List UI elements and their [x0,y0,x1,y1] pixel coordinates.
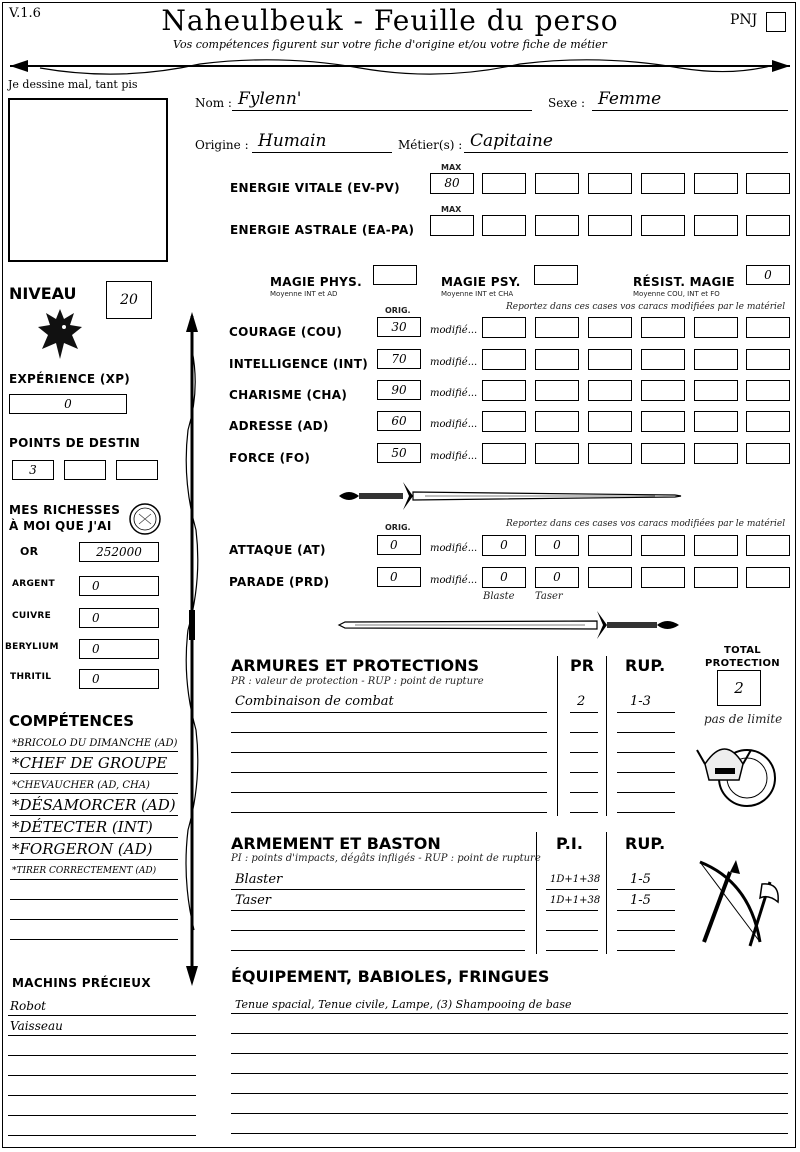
attaque-mod-box[interactable] [482,535,526,556]
combat-orig-label: ORIG. [385,523,411,532]
thritil-box[interactable] [79,669,159,689]
adresse-orig-box[interactable] [377,411,421,431]
weapon-line [546,910,598,911]
weapon-pi[interactable]: 1D+1+38 [550,895,601,906]
stat-mod-box[interactable] [694,380,738,401]
skill-item[interactable]: *TIRER CORRECTEMENT (AD) [12,866,157,876]
destin-box[interactable] [116,460,158,480]
total-protection-value: 2 [734,679,744,697]
armure-line [231,752,547,753]
armement-pi-label: P.I. [556,834,583,853]
armement-rup-label: RUP. [625,834,666,853]
armure-line [617,792,675,793]
stat-mod-box[interactable] [535,349,579,370]
total-protection-label-2: PROTECTION [705,658,780,669]
combat-mod-box[interactable] [694,535,738,556]
armures-rup-label: RUP. [625,656,666,675]
precious-item[interactable]: Robot [10,999,46,1013]
parade-orig-box[interactable] [377,567,421,587]
combat-mod-box[interactable] [641,567,685,588]
ev-max-label: MAX [441,163,462,172]
argent-label: ARGENT [12,579,55,589]
portrait-caption: Je dessine mal, tant pis [8,78,138,91]
nom-value[interactable]: Fylenn' [238,89,302,109]
armures-col-divider [557,656,558,816]
cuivre-label: CUIVRE [12,611,52,621]
skill-item[interactable]: *DÉTECTER (INT) [12,818,153,836]
sheet-subtitle: Vos compétences figurent sur votre fiche d'origine et/ou votre fiche de métier [173,38,607,51]
ev-max-value: 80 [444,176,460,190]
skill-item[interactable]: *FORGERON (AD) [12,840,153,858]
armure-line [617,812,675,813]
skill-item[interactable]: *CHEVAUCHER (AD, CHA) [12,780,150,791]
origine-value[interactable]: Humain [258,131,327,151]
stat-mod-box[interactable] [694,411,738,432]
nom-underline [232,110,532,111]
niveau-label: NIVEAU [9,284,77,303]
ev-box[interactable] [694,173,738,194]
armure-line [617,732,675,733]
total-protection-box[interactable] [717,670,761,706]
force-label: FORCE (FO) [229,451,311,465]
magie-psy-box[interactable] [534,265,578,285]
weapon-line [546,950,598,951]
modifie-label: modifié... [430,451,478,462]
charisme-value: 90 [391,383,407,397]
or-value: 252000 [96,545,142,559]
attaque-mod-box[interactable] [535,535,579,556]
cuivre-box[interactable] [79,608,159,628]
armure-line [617,712,675,713]
attaque-mod-value: 0 [500,538,508,552]
competences-title: COMPÉTENCES [9,712,135,730]
stat-mod-box[interactable] [535,411,579,432]
armure-line [570,792,598,793]
armure-rup[interactable]: 1-3 [630,694,651,709]
magie-phys-label: MAGIE PHYS. [270,275,362,289]
equipement-line [231,1093,788,1094]
ev-box[interactable] [482,173,526,194]
stat-mod-box[interactable] [746,380,790,401]
armures-col-divider [606,656,607,816]
weapon-line [617,950,675,951]
adresse-value: 60 [391,414,407,428]
modifie-label: modifié... [430,575,478,586]
intelligence-label: INTELLIGENCE (INT) [229,357,368,371]
armure-line [570,772,598,773]
modifie-label: modifié... [430,388,478,399]
precious-line [8,1115,196,1116]
xp-label: EXPÉRIENCE (XP) [9,372,131,386]
stat-mod-box[interactable] [746,443,790,464]
weapon-line [617,930,675,931]
combat-mod-box[interactable] [641,535,685,556]
ea-box[interactable] [746,215,790,236]
pnj-checkbox[interactable] [766,12,786,32]
armement-subtitle: PI : points d'impacts, dégâts infligés - RUP : point de rupture [231,853,541,864]
stat-mod-box[interactable] [641,411,685,432]
stat-mod-box[interactable] [588,411,632,432]
armures-title: ARMURES ET PROTECTIONS [231,656,479,675]
sheet-title: Naheulbeuk - Feuille du perso [161,4,619,37]
armure-line [570,812,598,813]
ev-label: ENERGIE VITALE (EV-PV) [230,181,400,195]
version-label: V.1.6 [9,6,41,21]
ev-max-box[interactable] [430,173,474,194]
weapon-line [617,889,675,890]
weapon-rup[interactable]: 1-5 [630,893,651,908]
ev-box[interactable] [588,173,632,194]
ea-box[interactable] [535,215,579,236]
ea-label: ENERGIE ASTRALE (EA-PA) [230,223,415,237]
equipement-line [231,1053,788,1054]
intelligence-value: 70 [391,352,407,366]
skill-item[interactable]: *BRICOLO DU DIMANCHE (AD) [12,738,178,749]
argent-box[interactable] [79,576,159,596]
modifie-label: modifié... [430,325,478,336]
ev-box[interactable] [746,173,790,194]
richesses-label-1: MES RICHESSES [9,503,121,517]
metier-underline [464,152,788,153]
metier-value[interactable]: Capitaine [470,131,553,151]
adresse-label: ADRESSE (AD) [229,419,329,433]
courage-orig-box[interactable] [377,317,421,337]
equipement-item[interactable]: Tenue spacial, Tenue civile, Lampe, (3) Shampooing de base [235,998,572,1011]
total-protection-label-1: TOTAL [724,645,761,656]
stat-mod-box[interactable] [694,317,738,338]
armure-line [617,772,675,773]
resist-magie-value: 0 [764,268,772,282]
no-limit-label: pas de limite [704,712,783,726]
equipement-title: ÉQUIPEMENT, BABIOLES, FRINGUES [231,967,550,986]
stat-mod-box[interactable] [535,443,579,464]
sword-icon [335,607,685,643]
or-label: OR [20,545,39,558]
attaque-mod-value: 0 [553,538,561,552]
weapon-line [231,910,525,911]
combat-mod-box[interactable] [588,567,632,588]
or-box[interactable] [79,542,159,562]
armure-line [570,752,598,753]
weapon-line [231,930,525,931]
argent-value: 0 [92,579,100,593]
destin-label: POINTS DE DESTIN [9,436,141,450]
mod2-caption: Taser [535,591,563,602]
stat-mod-box[interactable] [746,317,790,338]
berylium-box[interactable] [79,639,159,659]
armure-pr[interactable]: 2 [577,694,586,709]
magie-phys-box[interactable] [373,265,417,285]
skill-line [10,837,178,838]
combat-mod-box[interactable] [588,535,632,556]
equipement-line [231,1073,788,1074]
modifie-label: modifié... [430,543,478,554]
precious-item[interactable]: Vaisseau [10,1019,63,1033]
niveau-box[interactable] [106,281,152,319]
precious-line [8,1135,196,1136]
parade-label: PARADE (PRD) [229,575,330,589]
sexe-underline [592,110,788,111]
armure-line [570,712,598,713]
magie-psy-sub: Moyenne INT et CHA [441,290,514,298]
xp-box[interactable] [9,394,127,414]
equipement-line [231,1033,788,1034]
armure-line [231,772,547,773]
combat-mod-box[interactable] [746,535,790,556]
armure-line [231,712,547,713]
skill-item[interactable]: *CHEF DE GROUPE [12,754,168,772]
attaque-value: 0 [390,538,398,552]
richesses-label-2: À MOI QUE J'AI [9,519,112,533]
stat-mod-box[interactable] [535,380,579,401]
weapon-line [546,930,598,931]
stat-mod-box[interactable] [588,443,632,464]
armement-title: ARMEMENT ET BASTON [231,834,441,853]
stat-mod-box[interactable] [641,317,685,338]
stat-mod-box[interactable] [535,317,579,338]
weapon-line [231,950,525,951]
pnj-label: PNJ [730,12,758,28]
courage-value: 30 [391,320,407,334]
precious-line [8,1035,196,1036]
origine-label: Origine : [195,138,249,152]
orig-label: ORIG. [385,306,411,315]
skill-line [10,773,178,774]
parade-mod-value: 0 [553,570,561,584]
destin-box[interactable] [64,460,106,480]
sexe-label: Sexe : [548,96,586,110]
ea-box[interactable] [588,215,632,236]
stat-mod-box[interactable] [641,349,685,370]
precious-line [8,1095,196,1096]
precious-line [8,1055,196,1056]
dragon-icon [34,305,86,363]
resist-magie-label: RÉSIST. MAGIE [633,275,735,289]
armement-col-divider [536,832,537,954]
charisme-label: CHARISME (CHA) [229,388,348,402]
cuivre-value: 0 [92,611,100,625]
equipement-line [231,1113,788,1114]
attaque-label: ATTAQUE (AT) [229,543,326,557]
precious-line [8,1015,196,1016]
weapon-line [617,910,675,911]
skill-item[interactable]: *DÉSAMORCER (AD) [12,796,176,814]
helmet-shield-icon [695,728,779,812]
ev-box[interactable] [535,173,579,194]
stat-mod-box[interactable] [482,443,526,464]
armure-line [570,732,598,733]
magie-phys-sub: Moyenne INT et AD [270,290,338,298]
armure-name[interactable]: Combinaison de combat [235,694,394,709]
mod1-caption: Blaste [483,591,515,602]
equipement-line [231,1013,788,1014]
berylium-label: BERYLIUM [5,642,59,652]
armure-line [231,812,547,813]
ea-box[interactable] [694,215,738,236]
ea-max-label: MAX [441,205,462,214]
sexe-value[interactable]: Femme [598,89,662,109]
armement-col-divider [606,832,607,954]
resist-magie-sub: Moyenne COU, INT et FO [633,290,720,298]
stat-mod-box[interactable] [482,317,526,338]
stat-mod-box[interactable] [482,411,526,432]
machins-precieux-title: MACHINS PRÉCIEUX [12,976,151,990]
combat-note: Reportez dans ces cases vos caracs modifiées par le matériel [506,519,786,529]
xp-value: 0 [64,397,72,411]
armure-line [231,732,547,733]
precious-line [8,1075,196,1076]
stat-mod-box[interactable] [588,380,632,401]
magie-psy-label: MAGIE PSY. [441,275,521,289]
armures-subtitle: PR : valeur de protection - RUP : point de rupture [231,676,484,687]
ea-max-box[interactable] [430,215,474,236]
spear-ornament-vertical [180,310,204,990]
stat-mod-box[interactable] [588,349,632,370]
force-orig-box[interactable] [377,443,421,463]
metier-label: Métier(s) : [398,138,463,152]
weapon-rup[interactable]: 1-5 [630,872,651,887]
armures-pr-label: PR [570,656,595,675]
stat-mod-box[interactable] [746,349,790,370]
modifie-label: modifié... [430,357,478,368]
skill-line [10,939,178,940]
coin-icon [128,502,162,536]
armure-line [617,752,675,753]
origine-underline [252,152,392,153]
armure-line [231,792,547,793]
destin-value: 3 [29,463,37,477]
berylium-value: 0 [92,642,100,656]
weapon-name[interactable]: Taser [235,893,271,908]
combat-mod-box[interactable] [694,567,738,588]
thritil-value: 0 [92,672,100,686]
weapon-line [546,889,598,890]
courage-label: COURAGE (COU) [229,325,343,339]
stat-mod-box[interactable] [694,349,738,370]
intelligence-orig-box[interactable] [377,349,421,369]
modifie-label: modifié... [430,419,478,430]
skill-line [10,919,178,920]
skill-line [10,859,178,860]
stats-note: Reportez dans ces cases vos caracs modifiées par le matériel [506,302,786,312]
combat-mod-box[interactable] [746,567,790,588]
stat-mod-box[interactable] [588,317,632,338]
weapon-line [231,889,525,890]
stat-mod-box[interactable] [482,349,526,370]
attaque-orig-box[interactable] [377,535,421,555]
stat-mod-box[interactable] [641,380,685,401]
parade-mod-box[interactable] [535,567,579,588]
weapon-pi[interactable]: 1D+1+38 [550,874,601,885]
skill-line [10,815,178,816]
force-value: 50 [391,446,407,460]
stat-mod-box[interactable] [641,443,685,464]
portrait-box[interactable] [8,98,168,262]
skill-line [10,879,178,880]
destin-box[interactable] [12,460,54,480]
ea-box[interactable] [641,215,685,236]
equipement-line [231,1133,788,1134]
charisme-orig-box[interactable] [377,380,421,400]
parade-mod-box[interactable] [482,567,526,588]
parade-mod-value: 0 [500,570,508,584]
parade-value: 0 [390,570,398,584]
resist-magie-box[interactable] [746,265,790,285]
nom-label: Nom : [195,96,232,110]
weapons-icon [690,852,786,956]
ea-box[interactable] [482,215,526,236]
stat-mod-box[interactable] [694,443,738,464]
stat-mod-box[interactable] [746,411,790,432]
sword-icon [335,478,685,514]
skill-line [10,751,178,752]
niveau-value: 20 [120,292,138,308]
thritil-label: THRITIL [10,672,52,682]
stat-mod-box[interactable] [482,380,526,401]
skill-line [10,793,178,794]
weapon-name[interactable]: Blaster [235,872,283,887]
skill-line [10,899,178,900]
ev-box[interactable] [641,173,685,194]
